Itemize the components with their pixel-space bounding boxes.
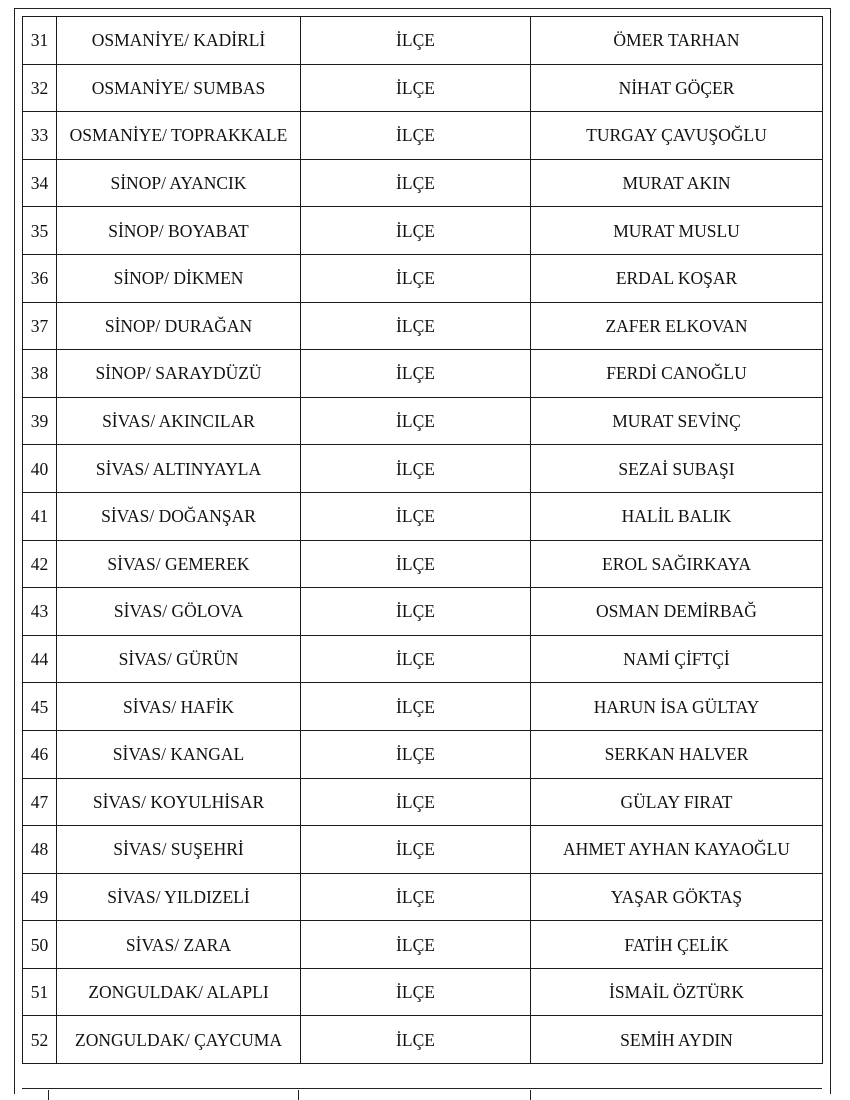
row-person-name: ZAFER ELKOVAN — [531, 302, 823, 350]
row-location: SİVAS/ YILDIZELİ — [57, 873, 301, 921]
row-number: 35 — [23, 207, 57, 255]
table-row — [23, 683, 823, 731]
row-location: SİVAS/ KOYULHİSAR — [57, 778, 301, 826]
row-location: SİNOP/ BOYABAT — [57, 207, 301, 255]
row-type: İLÇE — [301, 64, 531, 112]
table-row — [23, 64, 823, 112]
row-person-name: AHMET AYHAN KAYAOĞLU — [531, 826, 823, 874]
table-row — [23, 540, 823, 588]
row-person-name: NİHAT GÖÇER — [531, 64, 823, 112]
row-number: 39 — [23, 397, 57, 445]
row-person-name: MURAT MUSLU — [531, 207, 823, 255]
row-type: İLÇE — [301, 492, 531, 540]
footer-rule — [22, 1088, 822, 1089]
row-number: 43 — [23, 588, 57, 636]
row-person-name: TURGAY ÇAVUŞOĞLU — [531, 112, 823, 160]
table-row — [23, 302, 823, 350]
row-number: 42 — [23, 540, 57, 588]
row-number: 40 — [23, 445, 57, 493]
table-row — [23, 873, 823, 921]
table-row — [23, 445, 823, 493]
row-type: İLÇE — [301, 921, 531, 969]
footer-tick — [298, 1090, 299, 1100]
row-type: İLÇE — [301, 683, 531, 731]
row-location: SİNOP/ DURAĞAN — [57, 302, 301, 350]
row-location: OSMANİYE/ SUMBAS — [57, 64, 301, 112]
row-location: SİVAS/ ALTINYAYLA — [57, 445, 301, 493]
row-location: SİVAS/ ZARA — [57, 921, 301, 969]
row-person-name: MURAT SEVİNÇ — [531, 397, 823, 445]
row-type: İLÇE — [301, 730, 531, 778]
row-number: 38 — [23, 350, 57, 398]
row-person-name: GÜLAY FIRAT — [531, 778, 823, 826]
row-type: İLÇE — [301, 1016, 531, 1064]
row-number: 51 — [23, 968, 57, 1016]
table-row — [23, 778, 823, 826]
row-number: 49 — [23, 873, 57, 921]
row-person-name: ERDAL KOŞAR — [531, 254, 823, 302]
row-location: SİVAS/ GÜRÜN — [57, 635, 301, 683]
footer-tick — [530, 1090, 531, 1100]
row-person-name: SEMİH AYDIN — [531, 1016, 823, 1064]
table-row — [23, 254, 823, 302]
table-row — [23, 492, 823, 540]
row-location: ZONGULDAK/ ÇAYCUMA — [57, 1016, 301, 1064]
row-person-name: ÖMER TARHAN — [531, 17, 823, 65]
row-location: SİVAS/ KANGAL — [57, 730, 301, 778]
row-type: İLÇE — [301, 159, 531, 207]
row-location: SİVAS/ GÖLOVA — [57, 588, 301, 636]
row-type: İLÇE — [301, 350, 531, 398]
row-number: 47 — [23, 778, 57, 826]
row-type: İLÇE — [301, 826, 531, 874]
row-location: OSMANİYE/ KADİRLİ — [57, 17, 301, 65]
table-row — [23, 921, 823, 969]
row-number: 37 — [23, 302, 57, 350]
table-row — [23, 968, 823, 1016]
row-location: SİVAS/ AKINCILAR — [57, 397, 301, 445]
row-person-name: EROL SAĞIRKAYA — [531, 540, 823, 588]
row-person-name: FATİH ÇELİK — [531, 921, 823, 969]
row-number: 52 — [23, 1016, 57, 1064]
row-number: 45 — [23, 683, 57, 731]
table-row — [23, 635, 823, 683]
row-person-name: SEZAİ SUBAŞI — [531, 445, 823, 493]
table-row — [23, 730, 823, 778]
district-list-table — [22, 16, 823, 1064]
row-type: İLÇE — [301, 397, 531, 445]
row-number: 33 — [23, 112, 57, 160]
row-person-name: NAMİ ÇİFTÇİ — [531, 635, 823, 683]
row-number: 32 — [23, 64, 57, 112]
row-type: İLÇE — [301, 873, 531, 921]
row-number: 34 — [23, 159, 57, 207]
row-location: SİVAS/ SUŞEHRİ — [57, 826, 301, 874]
row-type: İLÇE — [301, 17, 531, 65]
row-type: İLÇE — [301, 302, 531, 350]
row-number: 41 — [23, 492, 57, 540]
row-type: İLÇE — [301, 540, 531, 588]
row-person-name: SERKAN HALVER — [531, 730, 823, 778]
row-type: İLÇE — [301, 778, 531, 826]
row-person-name: İSMAİL ÖZTÜRK — [531, 968, 823, 1016]
table-body — [23, 17, 823, 1064]
table-row — [23, 207, 823, 255]
table-row — [23, 826, 823, 874]
row-number: 50 — [23, 921, 57, 969]
row-person-name: HARUN İSA GÜLTAY — [531, 683, 823, 731]
row-person-name: HALİL BALIK — [531, 492, 823, 540]
row-number: 48 — [23, 826, 57, 874]
footer-tick — [48, 1090, 49, 1100]
row-type: İLÇE — [301, 588, 531, 636]
row-location: SİVAS/ HAFİK — [57, 683, 301, 731]
row-location: SİVAS/ GEMEREK — [57, 540, 301, 588]
table-row — [23, 17, 823, 65]
row-type: İLÇE — [301, 635, 531, 683]
row-location: SİVAS/ DOĞANŞAR — [57, 492, 301, 540]
row-location: SİNOP/ AYANCIK — [57, 159, 301, 207]
row-location: SİNOP/ SARAYDÜZÜ — [57, 350, 301, 398]
table-row — [23, 112, 823, 160]
row-number: 44 — [23, 635, 57, 683]
table-row — [23, 1016, 823, 1064]
row-type: İLÇE — [301, 445, 531, 493]
table-row — [23, 397, 823, 445]
row-location: ZONGULDAK/ ALAPLI — [57, 968, 301, 1016]
row-person-name: YAŞAR GÖKTAŞ — [531, 873, 823, 921]
footer-ticks — [22, 1090, 822, 1100]
row-number: 46 — [23, 730, 57, 778]
row-person-name: MURAT AKIN — [531, 159, 823, 207]
row-person-name: OSMAN DEMİRBAĞ — [531, 588, 823, 636]
row-type: İLÇE — [301, 968, 531, 1016]
row-person-name: FERDİ CANOĞLU — [531, 350, 823, 398]
row-location: OSMANİYE/ TOPRAKKALE — [57, 112, 301, 160]
row-number: 31 — [23, 17, 57, 65]
row-location: SİNOP/ DİKMEN — [57, 254, 301, 302]
table-row — [23, 159, 823, 207]
row-type: İLÇE — [301, 112, 531, 160]
row-number: 36 — [23, 254, 57, 302]
row-type: İLÇE — [301, 254, 531, 302]
row-type: İLÇE — [301, 207, 531, 255]
table-row — [23, 588, 823, 636]
table-row — [23, 350, 823, 398]
